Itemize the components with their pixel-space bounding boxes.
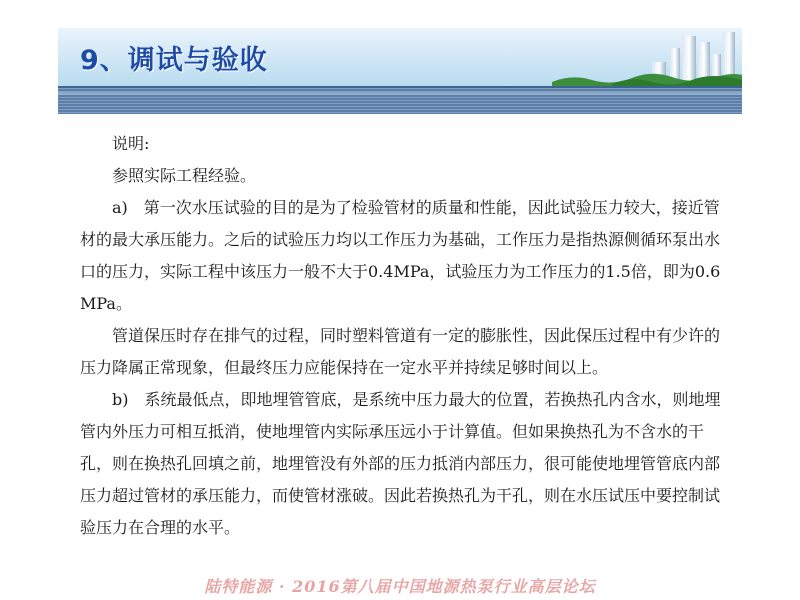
paragraph-item-b: b) 系统最低点，即地埋管管底，是系统中压力最大的位置，若换热孔内含水，则地埋管内外压力可相互抵消，使地埋管内实际承压远小于计算值。但如果换热孔为不含水的干孔，则在换热孔回填之前，地埋管没有外部的压力抵消内部压力，很可能使地埋管管底内部压力超过管材的承压能力，而使管材涨破。因此若换热孔为干孔，则在水压试压中要控制试验压力在合理的水平。 [80,390,721,537]
slide-body [80,128,730,544]
footer-banner: 陆特能源 · 2016第八届中国地源热泵行业高层论坛 [204,577,596,596]
slide-header [58,28,742,86]
paragraph-pressure-hold: 管道保压时存在排气的过程，同时塑料管道有一定的膨胀性，因此保压过程中有少许的压力降属正常现象，但最终压力应能保持在一定水平并持续足够时间以上。 [80,326,721,377]
paragraph-note-label: 说明: [112,134,150,153]
paragraph-reference: 参照实际工程经验。 [112,166,257,185]
header-stripe-bar [58,86,742,114]
city-skyline-image [552,28,742,86]
paragraph-item-a: a) 第一次水压试验的目的是为了检验管材的质量和性能，因此试验压力较大，接近管材的最大承压能力。之后的试验压力均以工作压力为基础，工作压力是指热源侧循环泵出水口的压力，实际工程中该压力一般不大于0.4MPa，试验压力为工作压力的1.5倍，即为0.6 MPa。 [80,198,721,313]
slide-title: 9、调试与验收 [80,45,268,76]
